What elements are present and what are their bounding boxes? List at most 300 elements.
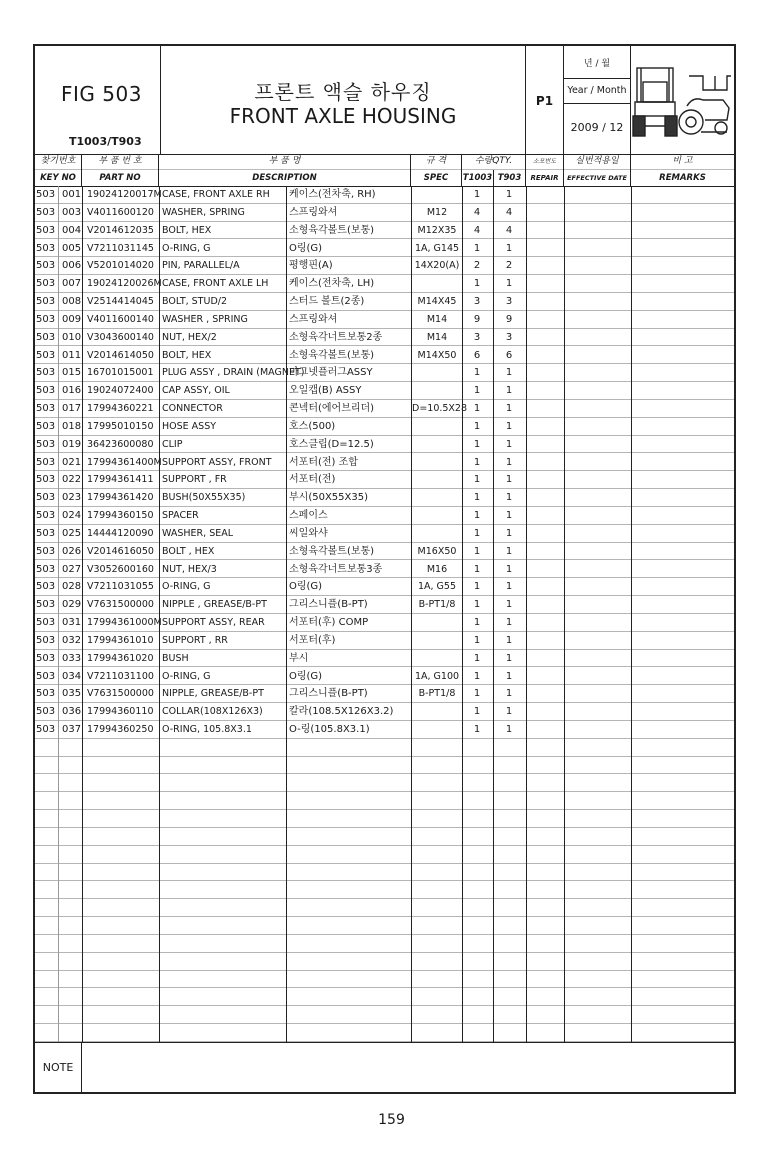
page-box — [526, 46, 564, 154]
cell-part: V7631500000 — [87, 599, 154, 611]
cell-part: V7211031145 — [87, 242, 154, 254]
cell-key: 503 — [36, 403, 56, 414]
cell-t1003: 1 — [473, 581, 481, 593]
empty-row — [35, 864, 734, 882]
cell-key: 503 — [36, 189, 56, 200]
cell-key: 503 — [36, 599, 56, 611]
cell-t1003: 1 — [473, 403, 481, 414]
table-row — [35, 222, 734, 240]
empty-row — [35, 989, 734, 1007]
cell-part: 17994360250 — [87, 724, 154, 735]
cell-ko: O-링(105.8X3.1) — [289, 724, 370, 735]
col-part-en: PART NO — [82, 169, 158, 186]
table-row — [35, 668, 734, 686]
cell-t903: 2 — [505, 260, 513, 272]
cell-ko: 호스클립(D=12.5) — [289, 438, 374, 450]
cell-part: 19024120026M — [87, 278, 162, 290]
cell-t1003: 1 — [473, 706, 481, 718]
col-rem-ko: 비 고 — [672, 156, 693, 166]
cell-part: 17994361420 — [87, 492, 154, 504]
cell-sub: 028 — [62, 581, 82, 593]
rule-part — [82, 186, 83, 1042]
cell-key: 503 — [36, 367, 56, 379]
table-row — [35, 614, 734, 632]
cell-ko: O링(G) — [289, 242, 323, 254]
empty-row — [35, 757, 734, 775]
cell-sub: 034 — [62, 670, 82, 682]
cell-part: 17994361010 — [87, 634, 154, 646]
cell-part: 19024072400 — [87, 385, 154, 397]
rule-eff — [564, 186, 565, 1042]
col-qty-t903: T903 — [497, 173, 522, 183]
cell-sub: 035 — [62, 688, 82, 700]
sheet-header — [35, 46, 734, 155]
cell-t903: 1 — [505, 688, 513, 700]
cell-t903: 1 — [505, 563, 513, 575]
cell-key: 503 — [36, 724, 56, 735]
cell-part: V7211031100 — [87, 670, 154, 682]
table-row — [35, 364, 734, 382]
col-qty-ko: 수량QTY. — [474, 156, 513, 166]
cell-ko: 스프링와셔 — [289, 313, 338, 325]
cell-desc: SUPPORT ASSY, FRONT — [162, 456, 272, 468]
table-row — [35, 525, 734, 543]
cell-desc: SUPPORT , RR — [162, 634, 228, 646]
title-english: FRONT AXLE HOUSING — [229, 104, 457, 128]
cell-spec: 1A, G55 — [417, 581, 457, 593]
col-desc — [159, 154, 411, 186]
table-row — [35, 650, 734, 668]
cell-key: 503 — [36, 313, 56, 325]
cell-ko: 스페이스 — [289, 510, 328, 521]
cell-sub: 037 — [62, 724, 82, 735]
cell-key: 503 — [36, 438, 56, 450]
cell-spec: M12 — [426, 206, 448, 218]
col-desc-ko: 부 품 명 — [268, 156, 301, 166]
cell-ko: 소형육각볼트(보통) — [289, 349, 375, 361]
cell-part: V7211031055 — [87, 581, 154, 593]
cell-desc: O-RING, G — [162, 581, 211, 593]
cell-part: V3043600140 — [87, 331, 154, 343]
cell-sub: 026 — [62, 545, 82, 557]
cell-spec: D=10.5X28 — [412, 403, 468, 414]
cell-ko: 마그넷플러그ASSY — [289, 367, 373, 379]
cell-t903: 3 — [505, 296, 513, 307]
col-remarks — [631, 154, 734, 186]
table-row — [35, 596, 734, 614]
cell-desc: CAP ASSY, OIL — [162, 385, 230, 397]
cell-t903: 1 — [505, 367, 513, 379]
table-row — [35, 685, 734, 703]
cell-t903: 1 — [505, 189, 513, 200]
cell-ko: O링(G) — [289, 581, 323, 593]
table-row — [35, 721, 734, 739]
cell-part: V2014612035 — [87, 224, 154, 236]
cell-t903: 1 — [505, 492, 513, 504]
cell-part: 17994360110 — [87, 706, 154, 718]
date-label: Year / Month — [564, 78, 630, 104]
cell-key: 503 — [36, 296, 56, 307]
tractor-illustration — [631, 46, 734, 154]
cell-spec: M16 — [426, 563, 448, 575]
cell-desc: O-RING, G — [162, 242, 211, 254]
cell-t1003: 2 — [473, 260, 481, 272]
cell-ko: 콘넥터(에어브리더) — [289, 403, 375, 414]
cell-t1003: 1 — [473, 670, 481, 682]
cell-t1003: 9 — [473, 313, 481, 325]
cell-ko: 오일캡(B) ASSY — [289, 385, 362, 397]
cell-key: 503 — [36, 527, 56, 539]
model-label: T1003/T903 — [69, 135, 142, 148]
table-row — [35, 275, 734, 293]
empty-row — [35, 846, 734, 864]
cell-ko: 서포터(후) COMP — [289, 617, 369, 628]
cell-sub: 027 — [62, 563, 82, 575]
col-qty-t1003: T1003 — [462, 170, 494, 186]
cell-part: V2514414045 — [87, 296, 154, 307]
cell-ko: 케이스(전차축, RH) — [289, 189, 376, 200]
cell-t903: 1 — [505, 545, 513, 557]
empty-row — [35, 828, 734, 846]
cell-key: 503 — [36, 670, 56, 682]
cell-t1003: 1 — [473, 634, 481, 646]
cell-key: 503 — [36, 688, 56, 700]
table-row — [35, 418, 734, 436]
cell-t1003: 3 — [473, 331, 481, 343]
cell-ko: 소형육각너트보통2종 — [289, 331, 383, 343]
cell-desc: BOLT , HEX — [162, 545, 215, 557]
cell-key: 503 — [36, 510, 56, 521]
cell-sub: 029 — [62, 599, 82, 611]
cell-desc: WASHER , SPRING — [162, 313, 248, 325]
cell-t1003: 1 — [473, 652, 481, 664]
cell-sub: 003 — [62, 206, 82, 218]
col-qty-models — [462, 169, 525, 186]
rule-remarks — [631, 186, 632, 1042]
cell-t903: 1 — [505, 510, 513, 521]
table-row — [35, 489, 734, 507]
rule-ko — [286, 186, 287, 1042]
col-eff-ko: 실번적용일 — [575, 156, 619, 166]
cell-t1003: 1 — [473, 189, 481, 200]
table-row — [35, 257, 734, 275]
cell-ko: 씨일와샤 — [289, 527, 328, 539]
cell-part: V4011600140 — [87, 313, 154, 325]
table-row — [35, 507, 734, 525]
cell-desc: PIN, PARALLEL/A — [162, 260, 240, 272]
cell-desc: O-RING, 105.8X3.1 — [162, 724, 252, 735]
page-number: 159 — [378, 1112, 405, 1128]
rule-key-sub — [58, 186, 59, 1042]
cell-t903: 1 — [505, 403, 513, 414]
empty-row — [35, 810, 734, 828]
cell-t1003: 1 — [473, 385, 481, 397]
table-row — [35, 186, 734, 204]
cell-spec: 1A, G145 — [414, 242, 460, 254]
cell-key: 503 — [36, 278, 56, 290]
cell-t1003: 3 — [473, 296, 481, 307]
cell-t903: 1 — [505, 652, 513, 664]
cell-sub: 006 — [62, 260, 82, 272]
cell-desc: COLLAR(108X126X3) — [162, 706, 263, 718]
cell-t1003: 6 — [473, 349, 481, 361]
cell-desc: NIPPLE, GREASE/B-PT — [162, 688, 264, 700]
col-spec-ko: 규 격 — [425, 156, 447, 166]
cell-t1003: 4 — [473, 206, 481, 218]
cell-ko: 평행핀(A) — [289, 260, 333, 272]
cell-t903: 1 — [505, 278, 513, 290]
cell-desc: CASE, FRONT AXLE RH — [162, 189, 270, 200]
cell-spec: B-PT1/8 — [418, 599, 456, 611]
cell-sub: 008 — [62, 296, 82, 307]
col-spec — [411, 154, 462, 186]
cell-desc: NUT, HEX/2 — [162, 331, 217, 343]
cell-key: 503 — [36, 617, 56, 628]
cell-key: 503 — [36, 474, 56, 486]
cell-t1003: 1 — [473, 474, 481, 486]
cell-t1003: 4 — [473, 224, 481, 236]
cell-t1003: 1 — [473, 563, 481, 575]
cell-t903: 1 — [505, 438, 513, 450]
empty-row — [35, 792, 734, 810]
date-box — [564, 46, 631, 154]
cell-part: 19024120017M — [87, 189, 162, 200]
empty-row — [35, 882, 734, 900]
cell-t1003: 1 — [473, 527, 481, 539]
rule-repair — [526, 186, 527, 1042]
cell-sub: 011 — [62, 349, 82, 361]
empty-row — [35, 899, 734, 917]
cell-sub: 004 — [62, 224, 82, 236]
empty-row — [35, 953, 734, 971]
tractor-icon — [631, 46, 734, 154]
cell-key: 503 — [36, 260, 56, 272]
empty-row — [35, 739, 734, 757]
cell-t1003: 1 — [473, 278, 481, 290]
cell-desc: SUPPORT ASSY, REAR — [162, 617, 265, 628]
cell-sub: 036 — [62, 706, 82, 718]
cell-part: 17994360150 — [87, 510, 154, 521]
cell-part: V3052600160 — [87, 563, 154, 575]
cell-desc: BOLT, HEX — [162, 224, 212, 236]
cell-sub: 019 — [62, 438, 82, 450]
table-row — [35, 382, 734, 400]
cell-ko: 서포터(전) — [289, 474, 336, 486]
cell-spec: M14X45 — [417, 296, 457, 307]
cell-part: 14444120090 — [87, 527, 154, 539]
table-row — [35, 347, 734, 365]
table-row — [35, 311, 734, 329]
cell-desc: BUSH — [162, 652, 189, 664]
cell-key: 503 — [36, 349, 56, 361]
cell-desc: BOLT, STUD/2 — [162, 296, 228, 307]
cell-ko: 호스(500) — [289, 420, 336, 432]
empty-row — [35, 917, 734, 935]
cell-key: 503 — [36, 385, 56, 397]
parts-table — [35, 186, 734, 1042]
cell-key: 503 — [36, 652, 56, 664]
cell-part: 17994361020 — [87, 652, 154, 664]
cell-ko: 그리스니플(B-PT) — [289, 688, 368, 700]
col-qty — [462, 154, 526, 186]
cell-sub: 007 — [62, 278, 82, 290]
cell-t1003: 1 — [473, 545, 481, 557]
cell-ko: 스터드 볼트(2종) — [289, 296, 365, 307]
cell-sub: 016 — [62, 385, 82, 397]
cell-desc: PLUG ASSY , DRAIN (MAGNET) — [162, 367, 305, 379]
cell-spec: M16X50 — [417, 545, 457, 557]
cell-key: 503 — [36, 492, 56, 504]
table-row — [35, 204, 734, 222]
cell-t903: 1 — [505, 581, 513, 593]
cell-key: 503 — [36, 581, 56, 593]
cell-t1003: 1 — [473, 617, 481, 628]
col-desc-en: DESCRIPTION — [159, 169, 410, 186]
cell-sub: 005 — [62, 242, 82, 254]
cell-spec: M14 — [426, 313, 448, 325]
table-row — [35, 329, 734, 347]
cell-sub: 009 — [62, 313, 82, 325]
cell-t1003: 1 — [473, 510, 481, 521]
cell-part: 17994361400M — [87, 456, 162, 468]
cell-ko: 소형육각볼트(보통) — [289, 224, 375, 236]
cell-ko: 부시 — [289, 652, 309, 664]
parts-sheet — [33, 44, 736, 1094]
cell-t903: 1 — [505, 527, 513, 539]
cell-t903: 1 — [505, 456, 513, 468]
cell-desc: CONNECTOR — [162, 403, 223, 414]
cell-part: 17994361000M — [87, 617, 162, 628]
cell-part: 17994360221 — [87, 403, 154, 414]
date-value: 2009 / 12 — [570, 121, 624, 134]
cell-t903: 1 — [505, 634, 513, 646]
cell-ko: 케이스(전차축, LH) — [289, 278, 375, 290]
cell-spec: M14X50 — [417, 349, 457, 361]
cell-key: 503 — [36, 420, 56, 432]
cell-ko: 소형육각볼트(보통) — [289, 545, 375, 557]
cell-t903: 1 — [505, 242, 513, 254]
cell-t1003: 1 — [473, 438, 481, 450]
note-area — [35, 1042, 734, 1093]
cell-ko: 스프링와셔 — [289, 206, 338, 218]
table-row — [35, 703, 734, 721]
cell-desc: NIPPLE , GREASE/B-PT — [162, 599, 267, 611]
cell-spec: 14X20(A) — [414, 260, 460, 272]
cell-spec: B-PT1/8 — [418, 688, 456, 700]
cell-sub: 018 — [62, 420, 82, 432]
cell-sub: 001 — [62, 189, 82, 200]
cell-t1003: 1 — [473, 599, 481, 611]
cell-desc: WASHER, SEAL — [162, 527, 234, 539]
cell-sub: 010 — [62, 331, 82, 343]
cell-t1003: 1 — [473, 367, 481, 379]
note-label: NOTE — [35, 1043, 82, 1093]
col-key-ko: 찾기번호 — [40, 156, 76, 166]
cell-desc: BOLT, HEX — [162, 349, 212, 361]
cell-key: 503 — [36, 224, 56, 236]
cell-desc: HOSE ASSY — [162, 420, 217, 432]
table-row — [35, 400, 734, 418]
cell-key: 503 — [36, 545, 56, 557]
cell-part: 17994361411 — [87, 474, 154, 486]
cell-t903: 4 — [505, 206, 513, 218]
figure-box — [35, 46, 161, 154]
cell-ko: 서포터(후) — [289, 634, 336, 646]
table-row — [35, 578, 734, 596]
cell-t903: 1 — [505, 420, 513, 432]
empty-row — [35, 1024, 734, 1042]
cell-spec: M12X35 — [417, 224, 457, 236]
table-row — [35, 543, 734, 561]
date-korean: 년 / 월 — [583, 59, 611, 69]
cell-desc: CASE, FRONT AXLE LH — [162, 278, 269, 290]
cell-t1003: 1 — [473, 724, 481, 735]
cell-t903: 1 — [505, 474, 513, 486]
cell-key: 503 — [36, 634, 56, 646]
cell-t903: 1 — [505, 599, 513, 611]
rule-desc — [159, 186, 160, 1042]
cell-spec: M14 — [426, 331, 448, 343]
cell-t903: 1 — [505, 385, 513, 397]
empty-row — [35, 1006, 734, 1024]
page-label: P1 — [535, 94, 554, 108]
col-repair — [526, 154, 564, 186]
cell-spec: 1A, G100 — [414, 670, 460, 682]
col-key — [35, 154, 82, 186]
cell-part: V2014614050 — [87, 349, 154, 361]
cell-key: 503 — [36, 331, 56, 343]
cell-desc: O-RING, G — [162, 670, 211, 682]
cell-part: V5201014020 — [87, 260, 154, 272]
column-header — [35, 154, 734, 187]
cell-t903: 1 — [505, 670, 513, 682]
col-repair-en: REPAIR — [526, 169, 563, 186]
cell-t1003: 1 — [473, 688, 481, 700]
figure-number: FIG 503 — [61, 82, 142, 106]
cell-t903: 4 — [505, 224, 513, 236]
table-row — [35, 293, 734, 311]
cell-key: 503 — [36, 242, 56, 254]
cell-ko: O링(G) — [289, 670, 323, 682]
table-row — [35, 436, 734, 454]
cell-t1003: 1 — [473, 492, 481, 504]
table-row — [35, 454, 734, 472]
cell-part: 17995010150 — [87, 420, 154, 432]
cell-part: V4011600120 — [87, 206, 154, 218]
cell-desc: WASHER, SPRING — [162, 206, 245, 218]
table-row — [35, 240, 734, 258]
cell-t903: 9 — [505, 313, 513, 325]
col-part — [82, 154, 159, 186]
cell-part: 36423600080 — [87, 438, 154, 450]
table-row — [35, 561, 734, 579]
col-eff-en: EFFECTIVE DATE — [564, 169, 630, 186]
title-korean: 프론트 액슬 하우징 — [254, 80, 432, 104]
cell-key: 503 — [36, 206, 56, 218]
col-part-ko: 부 품 번 호 — [98, 156, 142, 166]
cell-t903: 1 — [505, 724, 513, 735]
cell-part: V2014616050 — [87, 545, 154, 557]
cell-part: 16701015001 — [87, 367, 154, 379]
cell-sub: 033 — [62, 652, 82, 664]
empty-row — [35, 935, 734, 953]
cell-sub: 015 — [62, 367, 82, 379]
rule-spec — [411, 186, 412, 1042]
cell-t1003: 1 — [473, 420, 481, 432]
col-effective — [564, 154, 631, 186]
cell-desc: CLIP — [162, 438, 183, 450]
cell-desc: SPACER — [162, 510, 199, 521]
